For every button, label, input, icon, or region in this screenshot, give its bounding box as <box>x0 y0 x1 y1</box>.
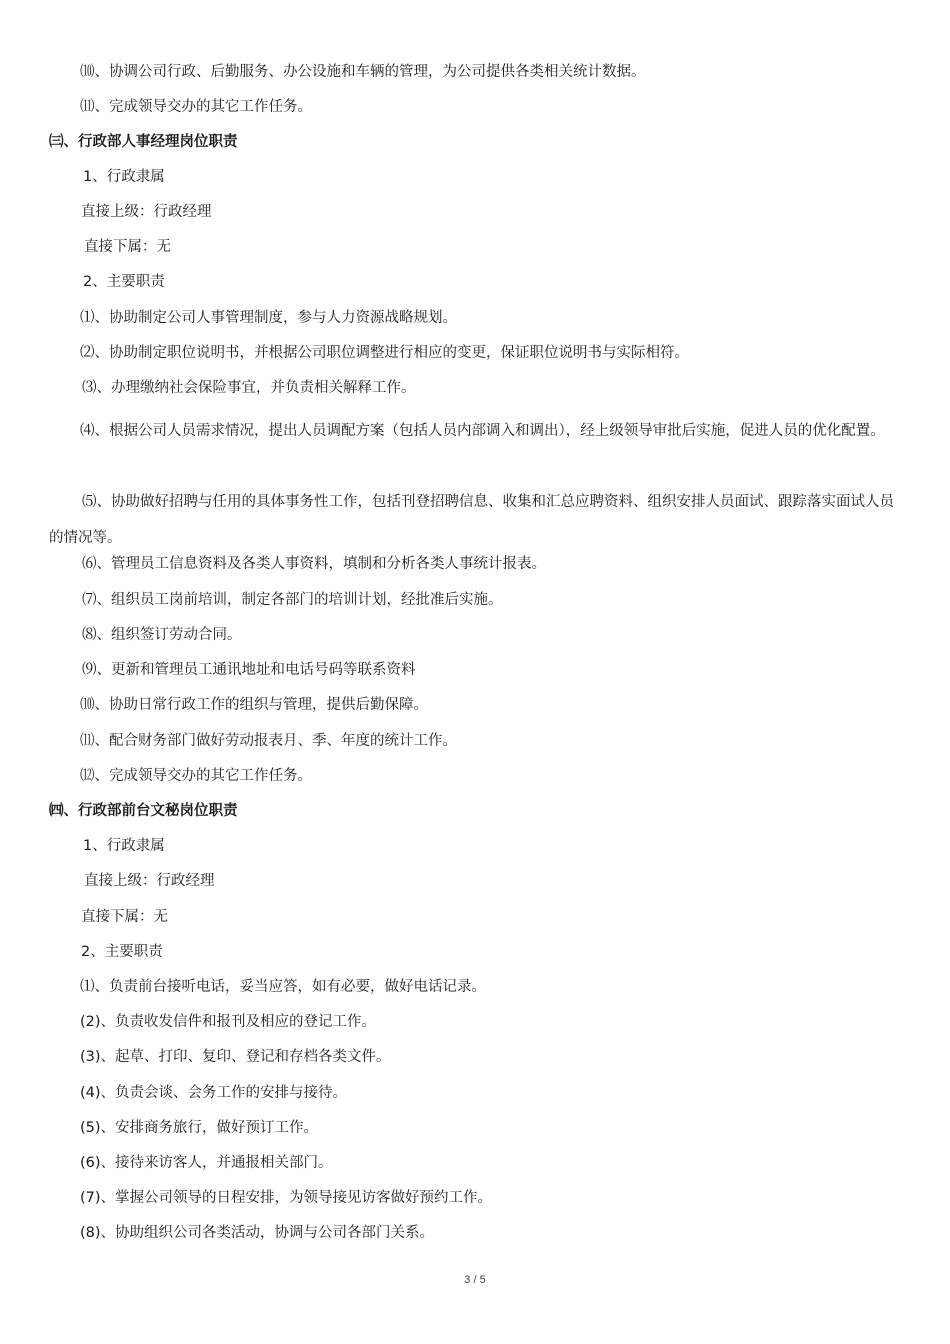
section-heading: ㈢、行政部人事经理岗位职责 <box>49 134 238 150</box>
direct-superior: 直接上级：行政经理 <box>84 873 215 889</box>
duty-item: (4)、负责会谈、会务工作的安排与接待。 <box>80 1085 348 1101</box>
duty-item: ⑷、根据公司人员需求情况，提出人员调配方案（包括人员内部调入和调出），经上级领导审批后实施，促进人员的优化配置。 <box>80 423 885 439</box>
paragraph-item: ⑽、协调公司行政、后勤服务、办公设施和车辆的管理，为公司提供各类相关统计数据。 <box>80 64 646 80</box>
duty-item: ⑼、更新和管理员工通讯地址和电话号码等联系资料 <box>82 662 416 678</box>
section-heading: ㈣、行政部前台文秘岗位职责 <box>49 803 238 819</box>
duty-item: ⑿、完成领导交办的其它工作任务。 <box>80 768 312 784</box>
duty-item: (5)、安排商务旅行，做好预订工作。 <box>80 1120 319 1136</box>
duty-item: (3)、起草、打印、复印、登记和存档各类文件。 <box>80 1049 391 1065</box>
duty-item: ⑺、组织员工岗前培训，制定各部门的培训计划，经批准后实施。 <box>82 592 503 608</box>
duty-item: ⑴、负责前台接听电话，妥当应答，如有必要，做好电话记录。 <box>80 979 486 995</box>
duty-item: ⑻、组织签订劳动合同。 <box>82 627 242 643</box>
duty-item: ⑵、协助制定职位说明书，并根据公司职位调整进行相应的变更，保证职位说明书与实际相符。 <box>80 345 689 361</box>
duty-item: ⑶、办理缴纳社会保险事宜，并负责相关解释工作。 <box>82 380 416 396</box>
duty-item: (8)、协助组织公司各类活动，协调与公司各部门关系。 <box>80 1225 435 1241</box>
direct-subordinate: 直接下属：无 <box>84 239 171 255</box>
subsection-title: 2、主要职责 <box>83 274 165 290</box>
direct-subordinate: 直接下属：无 <box>81 909 168 925</box>
subsection-title: 1、行政隶属 <box>83 169 165 185</box>
direct-superior: 直接上级：行政经理 <box>81 204 212 220</box>
duty-item: ⑽、协助日常行政工作的组织与管理，提供后勤保障。 <box>80 697 428 713</box>
duty-item: ⑸、协助做好招聘与任用的具体事务性工作，包括刊登招聘信息、收集和汇总应聘资料、组织安排人员面试、跟踪落实面试人员的情况等。 <box>49 494 894 546</box>
subsection-title: 1、行政隶属 <box>83 838 165 854</box>
page-number: 3 / 5 <box>464 1274 486 1286</box>
duty-item: (7)、掌握公司领导的日程安排，为领导接见访客做好预约工作。 <box>80 1190 493 1206</box>
duty-item: ⑾、配合财务部门做好劳动报表月、季、年度的统计工作。 <box>80 733 457 749</box>
paragraph-item: ⑾、完成领导交办的其它工作任务。 <box>80 99 312 115</box>
duty-item: ⑴、协助制定公司人事管理制度，参与人力资源战略规划。 <box>80 310 457 326</box>
duty-item: (6)、接待来访客人，并通报相关部门。 <box>80 1155 333 1171</box>
duty-item: (2)、负责收发信件和报刊及相应的登记工作。 <box>80 1014 377 1030</box>
subsection-title: 2、主要职责 <box>81 944 163 960</box>
duty-item: ⑹、管理员工信息资料及各类人事资料，填制和分析各类人事统计报表。 <box>82 556 546 572</box>
